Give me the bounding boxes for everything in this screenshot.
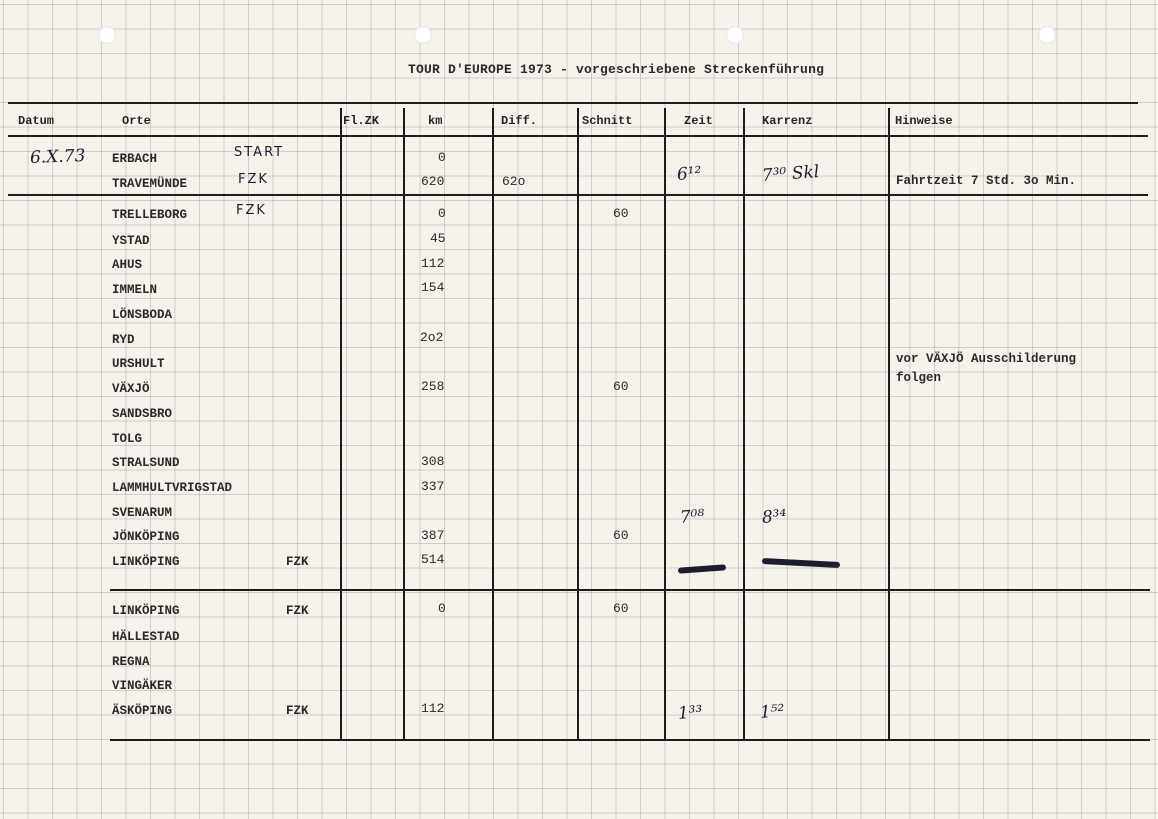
km-value: 2o2 [420,330,444,345]
km-value: 387 [421,528,445,543]
km-value: 514 [421,552,445,567]
schnitt-value: 60 [613,601,629,616]
place-name: SVENARUM [112,506,173,520]
handwritten-fzk-mark: FZK [238,172,269,187]
handwritten-karrenz: 7³⁰ Skl [761,162,820,186]
punch-hole [1038,26,1056,44]
column-rule [888,108,890,741]
place-name: JÖNKÖPING [112,530,180,544]
place-name: IMMELN [112,283,158,297]
column-rule [492,108,494,741]
km-value: 620 [421,174,445,189]
km-value: 0 [438,206,446,221]
header-orte: Orte [122,114,151,128]
place-name: TRAVEMÜNDE [112,177,188,191]
table-top-rule [8,102,1138,104]
handwritten-start-mark: START [234,145,285,160]
place-name: LÖNSBODA [112,308,173,322]
column-rule [577,108,579,741]
km-value: 258 [421,379,445,394]
crossed-out-karrenz [762,558,840,568]
place-name: STRALSUND [112,456,180,470]
km-value: 112 [421,256,445,271]
header-hinweise: Hinweise [895,114,953,128]
place-name: LINKÖPING [112,604,180,618]
km-value: 337 [421,479,445,494]
place-name: AHUS [112,258,143,272]
place-name: LAMMHULTVRIGSTAD [112,481,233,495]
column-rule [403,108,405,741]
schnitt-value: 60 [613,379,629,394]
km-value: 0 [438,150,446,165]
place-name: LINKÖPING [112,555,180,569]
header-karrenz: Karrenz [762,114,813,128]
handwritten-fzk-mark: FZK [236,203,267,218]
handwritten-date: 6.X.73 [29,146,86,168]
place-name: REGNA [112,655,150,669]
hinweis-text: vor VÄXJÖ Ausschilderung [896,352,1077,366]
crossed-out-zeit [678,564,726,573]
column-rule [340,108,342,741]
place-name: TOLG [112,432,143,446]
place-name: VINGÄKER [112,679,173,693]
table-bottom-rule [110,739,1150,741]
km-value: 308 [421,454,445,469]
header-flzk: Fl.ZK [343,114,380,128]
hinweis-text: Fahrtzeit 7 Std. 3o Min. [896,174,1077,188]
punch-hole [726,26,744,44]
column-rule [664,108,666,741]
column-rule [743,108,745,741]
place-name: VÄXJÖ [112,382,150,396]
schnitt-value: 60 [613,206,629,221]
diff-value: 62o [502,174,526,189]
header-schnitt: Schnitt [582,114,633,128]
header-km: km [428,114,443,128]
flzk-value: FZK [286,704,309,718]
km-value: 0 [438,601,446,616]
handwritten-zeit: 7⁰⁸ [679,506,706,528]
place-name: YSTAD [112,234,150,248]
flzk-value: FZK [286,555,309,569]
km-value: 45 [430,231,446,246]
km-value: 112 [421,701,445,716]
place-name: RYD [112,333,135,347]
place-name: ÄSKÖPING [112,704,173,718]
handwritten-karrenz: 1⁵² [759,701,786,723]
place-name: SANDSBRO [112,407,173,421]
flzk-value: FZK [286,604,309,618]
place-name: URSHULT [112,357,165,371]
place-name: HÄLLESTAD [112,630,180,644]
handwritten-zeit: 1³³ [677,702,704,724]
handwritten-zeit: 6¹² [676,163,703,185]
header-diff: Diff. [501,114,538,128]
header-datum: Datum [18,114,55,128]
section-rule [110,589,1150,591]
hinweis-text: folgen [896,371,942,385]
punch-hole [98,26,116,44]
place-name: TRELLEBORG [112,208,188,222]
km-value: 154 [421,280,445,295]
page-title: TOUR D'EUROPE 1973 - vorgeschriebene Streckenführung [408,62,825,77]
header-zeit: Zeit [684,114,713,128]
punch-hole [414,26,432,44]
schnitt-value: 60 [613,528,629,543]
place-name: ERBACH [112,152,158,166]
handwritten-karrenz: 8³⁴ [761,506,788,528]
